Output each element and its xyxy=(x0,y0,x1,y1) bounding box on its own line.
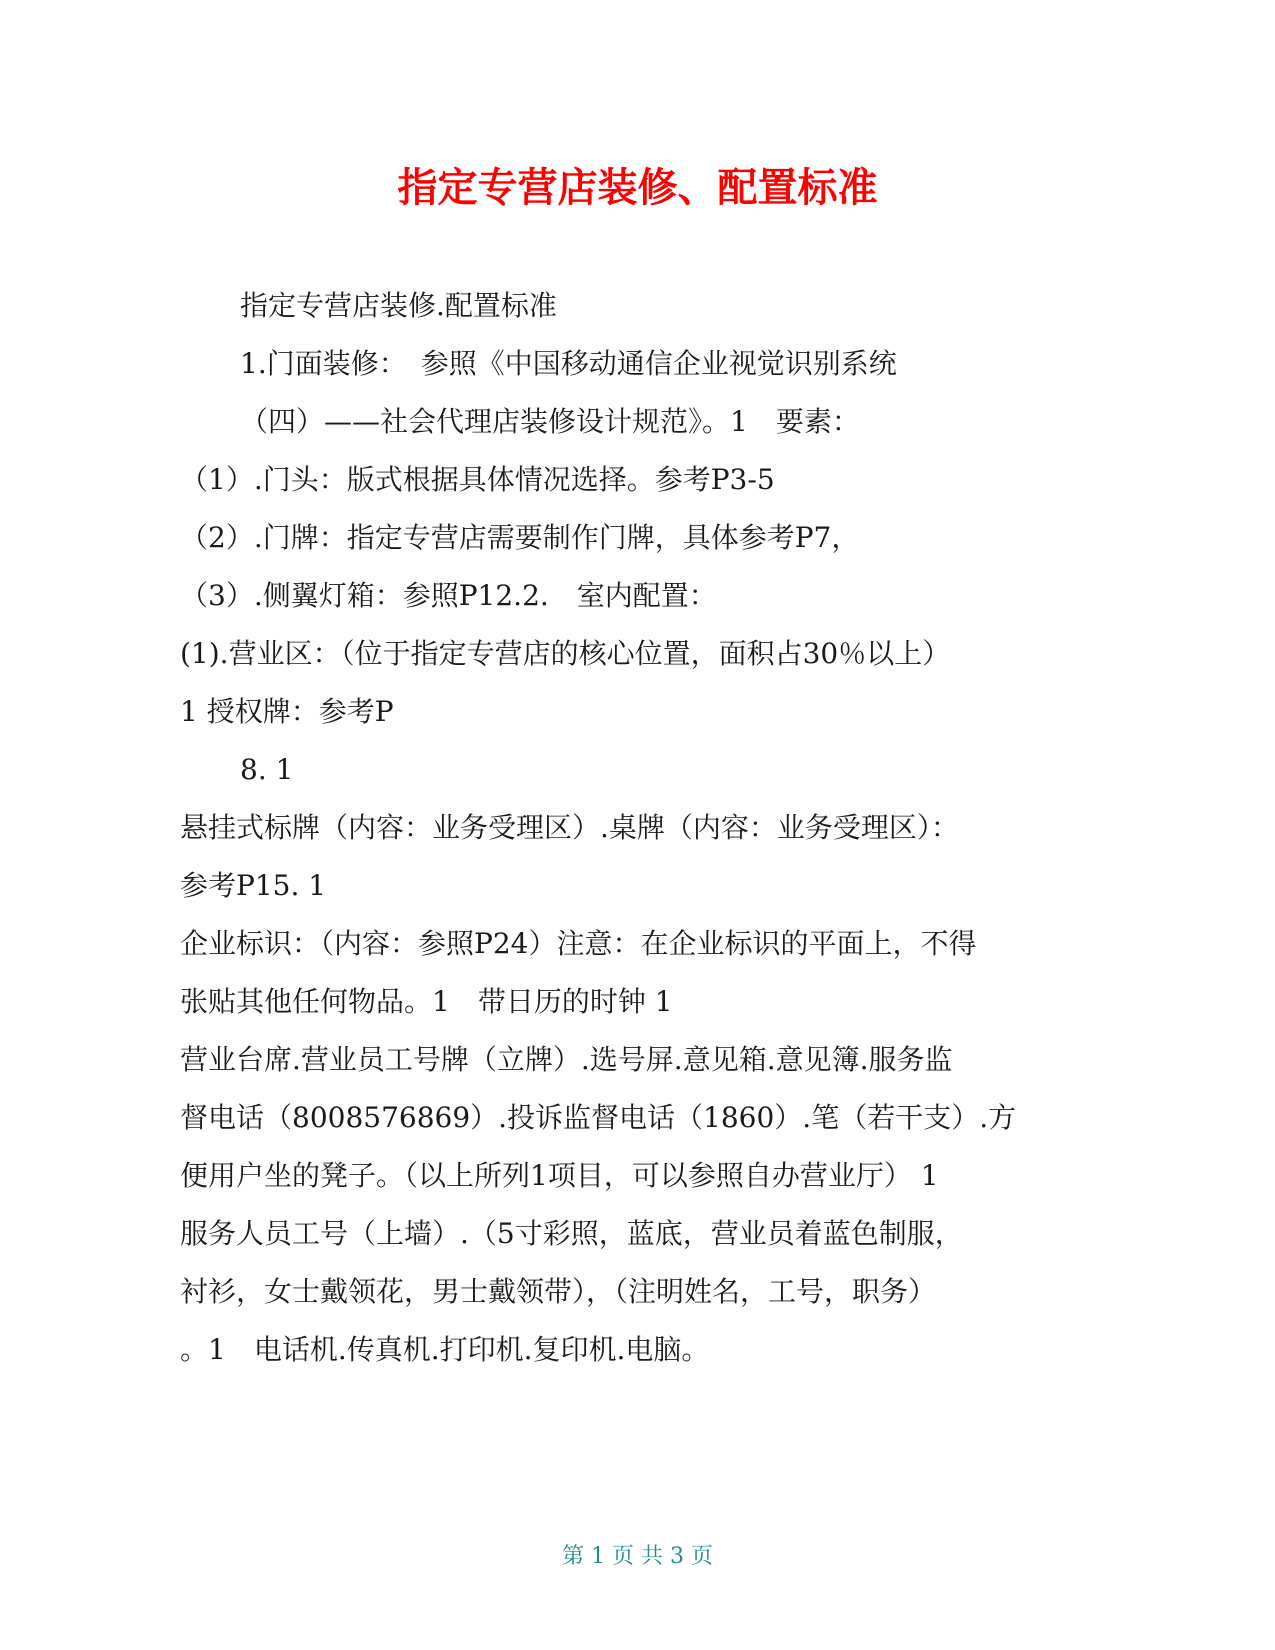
paragraph-line: 。1 电话机.传真机.打印机.复印机.电脑。 xyxy=(180,1333,710,1366)
paragraph-line: 营业台席.营业员工号牌（立牌）.选号屏.意见箱.意见簿.服务监 xyxy=(180,1043,953,1076)
paragraph-line: （3）.侧翼灯箱：参照P12.2. 室内配置： xyxy=(180,579,717,612)
paragraph-line: 服务人员工号（上墙）.（5寸彩照，蓝底，营业员着蓝色制服， xyxy=(180,1217,963,1250)
paragraph-line: (1).营业区：（位于指定专营店的核心位置，面积占30％以上） xyxy=(180,637,951,670)
paragraph-line: 衬衫，女士戴领花，男士戴领带），（注明姓名，工号，职务） xyxy=(180,1275,937,1308)
paragraph-line: （2）.门牌：指定专营店需要制作门牌，具体参考P7， xyxy=(180,521,860,554)
paragraph-line: （四）——社会代理店装修设计规范》。1 要素： xyxy=(240,405,860,438)
paragraph-line: 张贴其他任何物品。1 带日历的时钟 1 xyxy=(180,985,673,1018)
paragraph-line: （1）.门头：版式根据具体情况选择。参考P3-5 xyxy=(180,463,775,496)
paragraph-line: 参考P15. 1 xyxy=(180,869,327,902)
paragraph-line: 督电话（8008576869）.投诉监督电话（1860）.笔（若干支）.方 xyxy=(180,1101,1017,1134)
paragraph-line: 企业标识：（内容：参照P24）注意：在企业标识的平面上，不得 xyxy=(180,927,977,960)
paragraph-line: 1.门面装修： 参照《中国移动通信企业视觉识别系统 xyxy=(240,347,897,380)
paragraph-line: 1 授权牌：参考P xyxy=(180,695,394,728)
paragraph-line: 8. 1 xyxy=(240,753,294,786)
paragraph-line: 便用户坐的凳子。（以上所列1项目，可以参照自办营业厅） 1 xyxy=(180,1159,939,1192)
paragraph-line: 指定专营店装修.配置标准 xyxy=(240,289,557,322)
document-title: 指定专营店装修、配置标准 xyxy=(397,165,878,211)
paragraph-line: 悬挂式标牌（内容：业务受理区）.桌牌（内容：业务受理区）： xyxy=(180,811,959,844)
page-number-footer: 第 1 页 共 3 页 xyxy=(562,1544,713,1569)
